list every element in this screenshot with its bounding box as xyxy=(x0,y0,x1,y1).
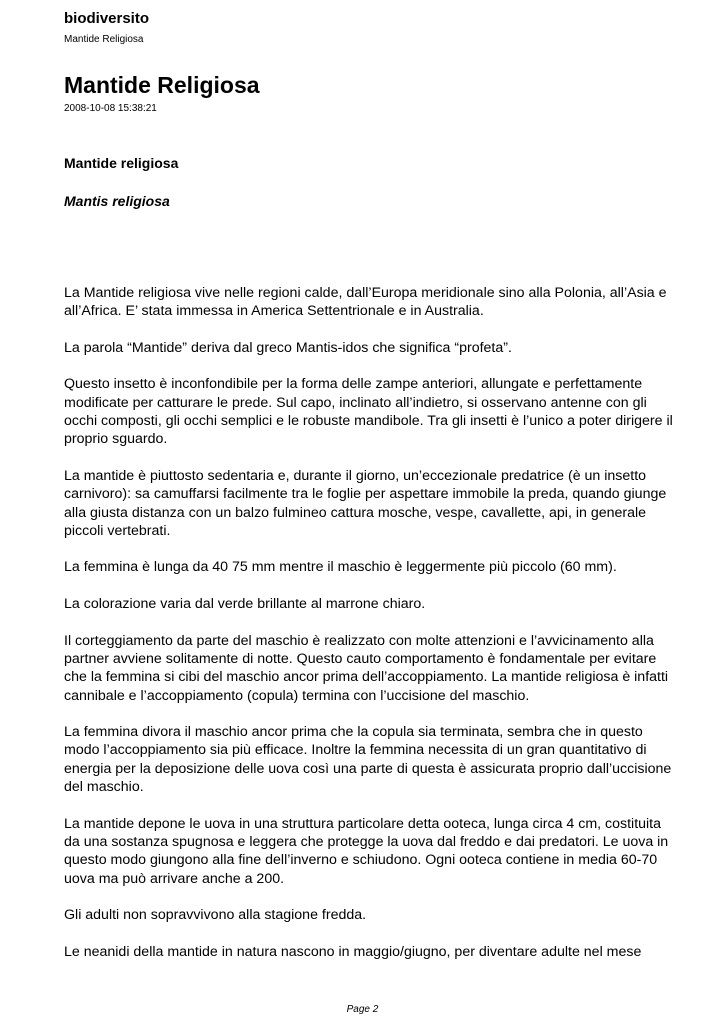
scientific-name-heading: Mantis religiosa xyxy=(64,193,170,209)
paragraph: Il corteggiamento da parte del maschio è realizzato con molte attenzioni e l’avvicinamento alla partner avviene solitamente di notte. Questo cauto comportamento è fondamentale per evitare che la femmina si cibi del maschio ancor prima dell’accoppiamento. La mantide religiosa è infatti cannibale e l’accoppiamento (copula) termina con l’uccisione del maschio. xyxy=(64,632,669,704)
post-date: 2008-10-08 15:38:21 xyxy=(64,103,157,114)
paragraph: La mantide è piuttosto sedentaria e, durante il giorno, un’eccezionale predatrice (è un insetto carnivoro): sa camuffarsi facilmente tra le foglie per aspettare immobile la preda, quando giunge alla giusta distanza con un balzo fulmineo cattura mosche, vespe, cavallette, api, in generale piccoli vertebrati. xyxy=(64,467,667,539)
paragraph: La colorazione varia dal verde brillante al marrone chiaro. xyxy=(64,596,426,613)
paragraph: La Mantide religiosa vive nelle regioni calde, dall’Europa meridionale sino alla Polonia, all’Asia e all’Africa. E’ stata immessa in America Settentrionale e in Australia. xyxy=(64,285,667,320)
paragraph: La parola “Mantide” deriva dal greco Mantis-idos che significa “profeta”. xyxy=(64,339,512,356)
paragraph: Gli adulti non sopravvivono alla stagione fredda. xyxy=(64,907,367,924)
page-number: Page 2 xyxy=(346,1004,379,1015)
paragraph: La mantide depone le uova in una struttura particolare detta ooteca, lunga circa 4 cm, costituita da una sostanza spugnosa e leggera che protegge la uova dal freddo e dai predatori. Le uova in questo modo giungono alla fine dell’inverno e schiudono. Ogni ooteca contiene in media 60-70 uova ma può arrivare anche a 200. xyxy=(64,815,669,887)
common-name-heading: Mantide religiosa xyxy=(64,155,179,171)
site-subtitle: Mantide Religiosa xyxy=(64,34,144,45)
site-name: biodiversito xyxy=(64,10,150,27)
page-title: Mantide Religiosa xyxy=(64,72,260,98)
paragraph: Le neanidi della mantide in natura nascono in maggio/giugno, per diventare adulte nel mese xyxy=(64,943,642,960)
paragraph: La femmina è lunga da 40 75 mm mentre il maschio è leggermente più piccolo (60 mm). xyxy=(64,559,617,576)
paragraph: La femmina divora il maschio ancor prima che la copula sia terminata, sembra che in questo modo l’accoppiamento sia più efficace. Inoltre la femmina necessita di un gran quantitativo di energia per la deposizione delle uova così una parte di questa è assicurata proprio dall’uccisione del maschio. xyxy=(64,724,672,796)
paragraph: Questo insetto è inconfondibile per la forma delle zampe anteriori, allungate e perfettamente modificate per catturare le prede. Sul capo, inclinato all’indietro, si osservano antenne con gli occhi composti, gli occhi semplici e le robuste mandibole. Tra gli insetti è l’unico a poter dirigere il proprio sguardo. xyxy=(64,376,673,448)
article-body xyxy=(64,284,674,979)
